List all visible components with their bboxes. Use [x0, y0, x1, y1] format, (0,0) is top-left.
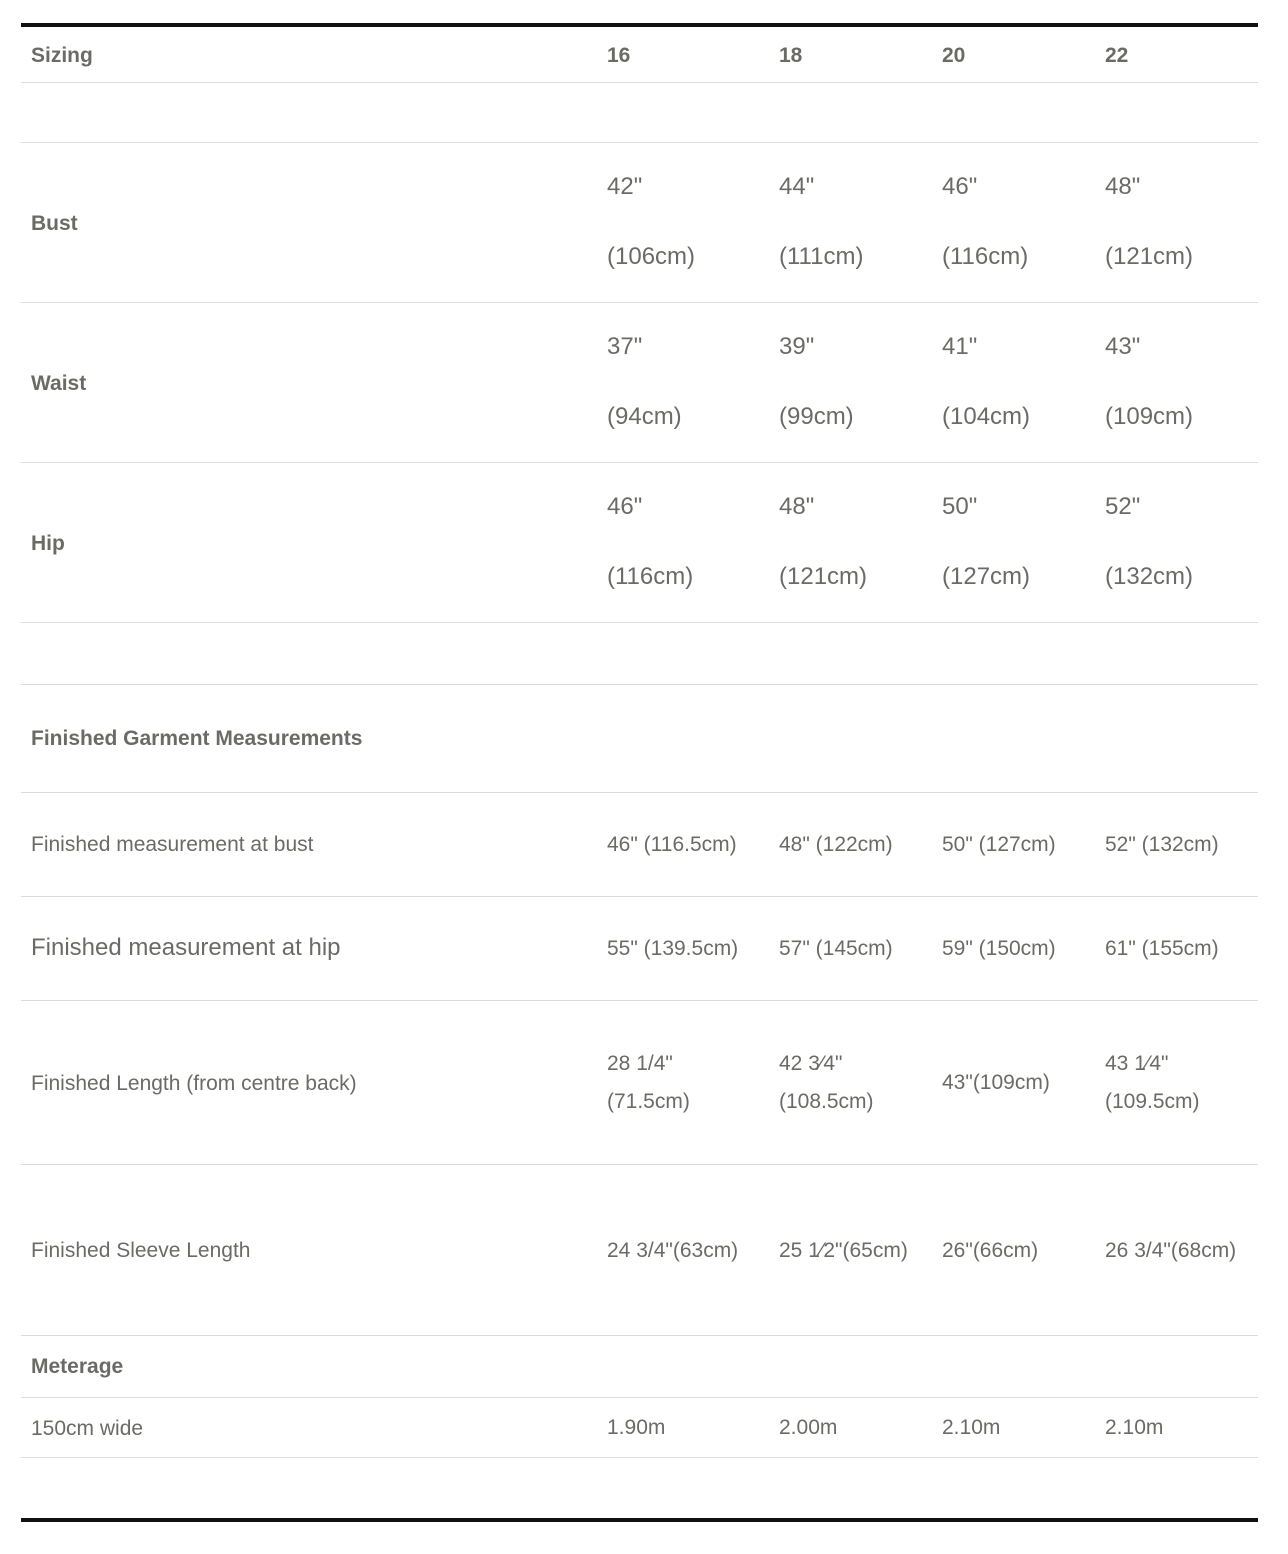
meterage-label: 150cm wide	[31, 1417, 144, 1440]
bust-inches-16: 42"	[607, 173, 643, 200]
bust-cm-22: (121cm)	[1105, 243, 1194, 270]
finished-length-18-line2: (108.5cm)	[779, 1090, 874, 1113]
divider	[21, 1000, 1258, 1001]
finished-length-20: 43"(109cm)	[942, 1071, 1050, 1094]
waist-label: Waist	[31, 372, 87, 395]
finished-bust-18: 48" (122cm)	[779, 833, 893, 856]
hip-inches-20: 50"	[942, 493, 978, 520]
divider	[21, 1457, 1258, 1458]
bust-cm-20: (116cm)	[942, 243, 1029, 270]
finished-sleeve-20: 26"(66cm)	[942, 1239, 1039, 1262]
size-22: 22	[1105, 44, 1129, 67]
waist-cm-16: (94cm)	[607, 403, 682, 430]
bust-inches-18: 44"	[779, 173, 815, 200]
table-top-rule	[21, 23, 1258, 27]
finished-hip-18: 57" (145cm)	[779, 937, 893, 960]
size-20: 20	[942, 44, 966, 67]
waist-inches-22: 43"	[1105, 333, 1141, 360]
bust-inches-20: 46"	[942, 173, 978, 200]
divider	[21, 462, 1258, 463]
finished-sleeve-22: 26 3/4"(68cm)	[1105, 1239, 1237, 1262]
hip-cm-16: (116cm)	[607, 563, 694, 590]
finished-hip-label: Finished measurement at hip	[31, 934, 341, 961]
waist-inches-16: 37"	[607, 333, 643, 360]
size-18: 18	[779, 44, 803, 67]
finished-sleeve-16: 24 3/4"(63cm)	[607, 1239, 739, 1262]
finished-length-16-line2: (71.5cm)	[607, 1090, 690, 1113]
finished-length-22-line1: 43 1⁄4"	[1105, 1052, 1169, 1075]
hip-cm-20: (127cm)	[942, 563, 1031, 590]
hip-cm-18: (121cm)	[779, 563, 868, 590]
divider	[21, 792, 1258, 793]
meterage-heading: Meterage	[31, 1355, 124, 1378]
finished-sleeve-18: 25 1⁄2"(65cm)	[779, 1239, 908, 1262]
finished-bust-label: Finished measurement at bust	[31, 833, 314, 856]
waist-inches-20: 41"	[942, 333, 978, 360]
finished-hip-22: 61" (155cm)	[1105, 937, 1219, 960]
hip-cm-22: (132cm)	[1105, 563, 1194, 590]
divider	[21, 896, 1258, 897]
hip-inches-18: 48"	[779, 493, 815, 520]
waist-cm-20: (104cm)	[942, 403, 1031, 430]
divider	[21, 1335, 1258, 1336]
bust-label: Bust	[31, 212, 78, 235]
waist-cm-18: (99cm)	[779, 403, 854, 430]
finished-length-22-line2: (109.5cm)	[1105, 1090, 1200, 1113]
size-16: 16	[607, 44, 631, 67]
finished-length-label: Finished Length (from centre back)	[31, 1072, 357, 1095]
finished-length-16-line1: 28 1/4"	[607, 1052, 673, 1075]
table-bottom-rule	[21, 1518, 1258, 1522]
divider	[21, 302, 1258, 303]
divider	[21, 622, 1258, 623]
hip-inches-22: 52"	[1105, 493, 1141, 520]
meterage-18: 2.00m	[779, 1416, 838, 1439]
finished-bust-22: 52" (132cm)	[1105, 833, 1219, 856]
hip-label: Hip	[31, 532, 65, 555]
waist-inches-18: 39"	[779, 333, 815, 360]
finished-sleeve-label: Finished Sleeve Length	[31, 1239, 251, 1262]
finished-hip-20: 59" (150cm)	[942, 937, 1056, 960]
divider	[21, 684, 1258, 685]
divider	[21, 82, 1258, 83]
sizing-label: Sizing	[31, 44, 93, 67]
finished-hip-16: 55" (139.5cm)	[607, 937, 739, 960]
hip-inches-16: 46"	[607, 493, 643, 520]
finished-garment-heading: Finished Garment Measurements	[31, 727, 363, 750]
bust-cm-18: (111cm)	[779, 243, 864, 270]
meterage-22: 2.10m	[1105, 1416, 1164, 1439]
divider	[21, 1397, 1258, 1398]
finished-bust-20: 50" (127cm)	[942, 833, 1056, 856]
waist-cm-22: (109cm)	[1105, 403, 1194, 430]
finished-length-18-line1: 42 3⁄4"	[779, 1052, 843, 1075]
bust-inches-22: 48"	[1105, 173, 1141, 200]
meterage-20: 2.10m	[942, 1416, 1001, 1439]
finished-bust-16: 46" (116.5cm)	[607, 833, 737, 856]
meterage-16: 1.90m	[607, 1416, 666, 1439]
divider	[21, 1164, 1258, 1165]
divider	[21, 142, 1258, 143]
bust-cm-16: (106cm)	[607, 243, 696, 270]
